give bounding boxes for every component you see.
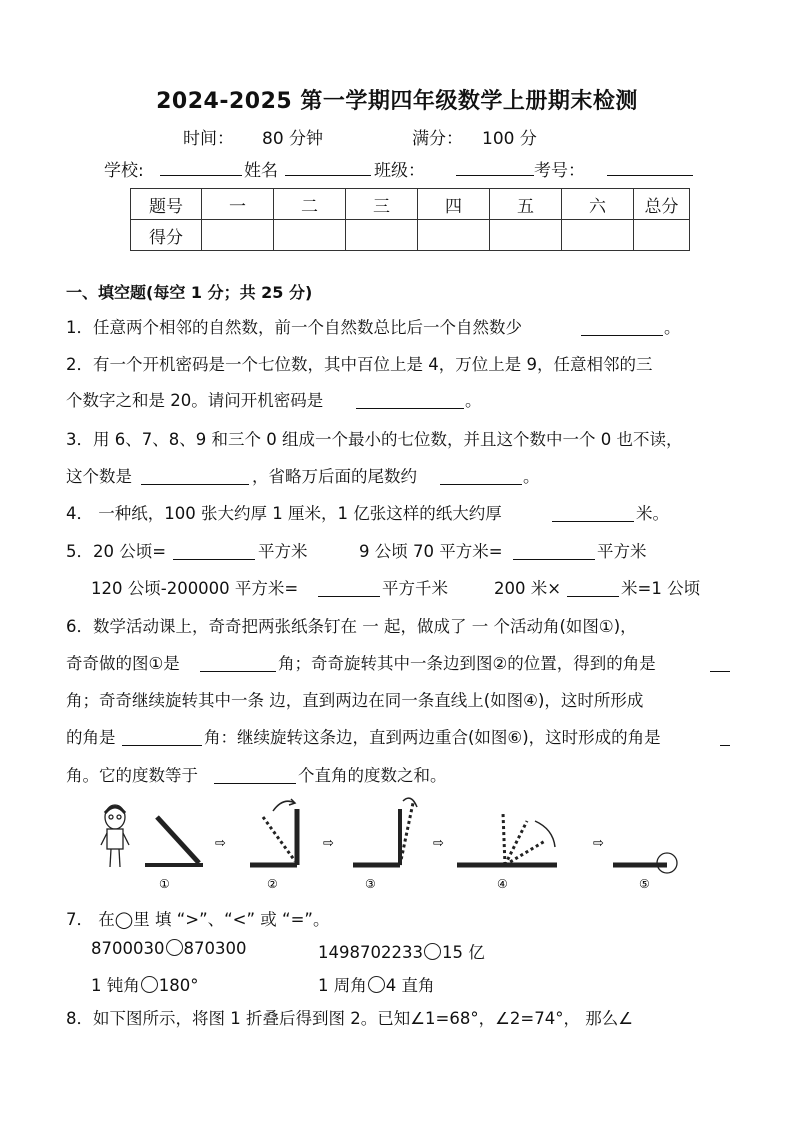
compare-item-2 <box>318 939 485 963</box>
class-blank[interactable] <box>456 157 534 176</box>
figure-label: ⑤ <box>639 877 650 891</box>
question-5-b: 平方米 <box>258 542 308 561</box>
exam-number-label: 考号： <box>534 161 585 181</box>
compare-item-1 <box>91 939 247 958</box>
figure-label: ③ <box>365 877 376 891</box>
question-6-blank-3[interactable] <box>122 727 202 746</box>
question-5-h: 米=1 公顷 <box>621 579 701 598</box>
question-6-blank-1[interactable] <box>200 653 276 672</box>
score-cell[interactable] <box>346 220 418 251</box>
arrow-icon: ⇨ <box>215 836 226 851</box>
question-3-line2a: 这个数是 <box>66 467 132 486</box>
score-cell[interactable] <box>634 220 690 251</box>
table-cell: 得分 <box>131 220 202 251</box>
figure-label: ① <box>159 877 170 891</box>
angle-figure-strip <box>95 795 685 895</box>
compare-right: 4 直角 <box>385 976 435 995</box>
question-6-line5b: 个直角的度数之和。 <box>298 766 447 785</box>
exam-number-blank[interactable] <box>607 157 693 176</box>
section-heading: 一、填空题(每空 1 分；共 25 分) <box>66 283 313 302</box>
question-5-blank-4[interactable] <box>567 578 619 597</box>
score-cell[interactable] <box>562 220 634 251</box>
question-3-blank-1[interactable] <box>141 466 249 485</box>
score-table-header-row <box>131 189 690 220</box>
score-table-score-row <box>131 220 690 251</box>
compare-circle[interactable] <box>141 976 158 993</box>
question-6-blank-2[interactable] <box>710 653 730 672</box>
question-5-g: 200 米× <box>494 579 562 598</box>
time-label: 时间： <box>183 129 234 149</box>
question-4-text: 4． 一种纸，100 张大约厚 1 厘米，1 亿张这样的纸大约厚 <box>66 504 502 523</box>
score-cell[interactable] <box>418 220 490 251</box>
question-6-line5a: 角。它的度数等于 <box>66 766 198 785</box>
child-figure <box>101 805 129 867</box>
question-5-blank-3[interactable] <box>318 578 380 597</box>
question-6-line2a: 奇奇做的图①是 <box>66 654 180 673</box>
arrow-icon: ⇨ <box>433 836 444 851</box>
question-7-text: 7． 在◯里 填 “>”、“<” 或 “=”。 <box>66 910 330 929</box>
compare-left: 1 周角 <box>318 976 367 995</box>
question-3-line1: 3．用 6、7、8、9 和三个 0 组成一个最小的七位数，并且这个数中一个 0 也不读， <box>66 430 683 449</box>
score-cell[interactable] <box>274 220 346 251</box>
compare-left: 1498702233 <box>318 943 423 962</box>
compare-circle[interactable] <box>166 939 183 956</box>
figure-label: ② <box>267 877 278 891</box>
question-5-blank-1[interactable] <box>173 541 255 560</box>
table-cell: 六 <box>562 189 634 220</box>
question-5-d: 平方米 <box>597 542 647 561</box>
question-6-line3: 角；奇奇继续旋转其中一条 边，直到两边在同一条直线上(如图④)，这时所形成 <box>66 691 644 710</box>
compare-right: 15 亿 <box>441 943 485 962</box>
compare-left: 1 钝角 <box>91 976 140 995</box>
table-cell: 五 <box>490 189 562 220</box>
question-4-end: 米。 <box>636 504 669 523</box>
question-4-blank[interactable] <box>552 503 634 522</box>
compare-right: 870300 <box>183 939 247 958</box>
score-cell[interactable] <box>490 220 562 251</box>
school-blank[interactable] <box>160 157 242 176</box>
score-table <box>130 188 690 251</box>
question-2-line1: 2．有一个开机密码是一个七位数，其中百位上是 4，万位上是 9，任意相邻的三 <box>66 355 653 374</box>
class-label: 班级： <box>374 161 425 181</box>
full-score-value: 100 分 <box>482 129 537 149</box>
figure-2-right-angle <box>250 799 297 865</box>
name-label: 姓名 <box>244 161 278 181</box>
question-1-text: 1．任意两个相邻的自然数，前一个自然数总比后一个自然数少 <box>66 318 522 337</box>
question-5-f: 平方千米 <box>382 579 448 598</box>
question-5-e: 120 公顷-200000 平方米= <box>91 579 299 598</box>
figure-1-acute-angle <box>145 817 203 865</box>
table-cell: 一 <box>202 189 274 220</box>
compare-right: 180° <box>158 976 199 995</box>
question-8-text: 8．如下图所示，将图 1 折叠后得到图 2。已知∠1=68°，∠2=74°， 那么∠ <box>66 1009 633 1028</box>
question-3-line2b: ，省略万后面的尾数约 <box>252 467 417 486</box>
compare-item-3 <box>91 972 199 996</box>
compare-item-4 <box>318 972 435 996</box>
name-blank[interactable] <box>285 157 371 176</box>
question-6-line1: 6．数学活动课上，奇奇把两张纸条钉在 一 起，做成了 一 个活动角(如图①)， <box>66 617 637 636</box>
question-6-blank-5[interactable] <box>214 765 296 784</box>
figure-4-straight-angle <box>457 813 557 865</box>
score-cell[interactable] <box>202 220 274 251</box>
question-5-blank-2[interactable] <box>513 541 595 560</box>
question-5-a: 5．20 公顷= <box>66 542 167 561</box>
compare-circle[interactable] <box>368 976 385 993</box>
table-cell: 总分 <box>634 189 690 220</box>
school-label: 学校: <box>104 161 144 181</box>
compare-circle[interactable] <box>424 943 441 960</box>
full-score-label: 满分： <box>412 129 463 149</box>
question-5-c: 9 公顷 70 平方米= <box>359 542 503 561</box>
question-6-line4a: 的角是 <box>66 728 116 747</box>
question-6-blank-4[interactable] <box>720 727 730 746</box>
question-1-end: 。 <box>664 318 681 337</box>
table-cell: 四 <box>418 189 490 220</box>
table-cell: 二 <box>274 189 346 220</box>
question-3-blank-2[interactable] <box>440 466 522 485</box>
question-2-line2: 个数字之和是 20。请问开机密码是 <box>66 391 324 410</box>
table-cell: 三 <box>346 189 418 220</box>
question-6-line4b: 角：继续旋转这条边，直到两边重合(如图⑥)，这时形成的角是 <box>204 728 661 747</box>
time-value: 80 分钟 <box>262 129 324 149</box>
compare-left: 8700030 <box>91 939 165 958</box>
question-2-end: 。 <box>465 391 482 410</box>
figure-label: ④ <box>497 877 508 891</box>
question-2-blank[interactable] <box>356 390 464 409</box>
figure-3-obtuse-angle <box>353 798 417 865</box>
arrow-icon: ⇨ <box>323 836 334 851</box>
question-6-line2b: 角；奇奇旋转其中一条边到图②的位置，得到的角是 <box>278 654 656 673</box>
question-3-end: 。 <box>523 467 540 486</box>
arrow-icon: ⇨ <box>593 836 604 851</box>
question-1-blank[interactable] <box>581 317 663 336</box>
exam-title: 2024-2025 第一学期四年级数学上册期末检测 <box>156 89 638 114</box>
figure-5-full-angle <box>613 853 677 873</box>
table-cell: 题号 <box>131 189 202 220</box>
